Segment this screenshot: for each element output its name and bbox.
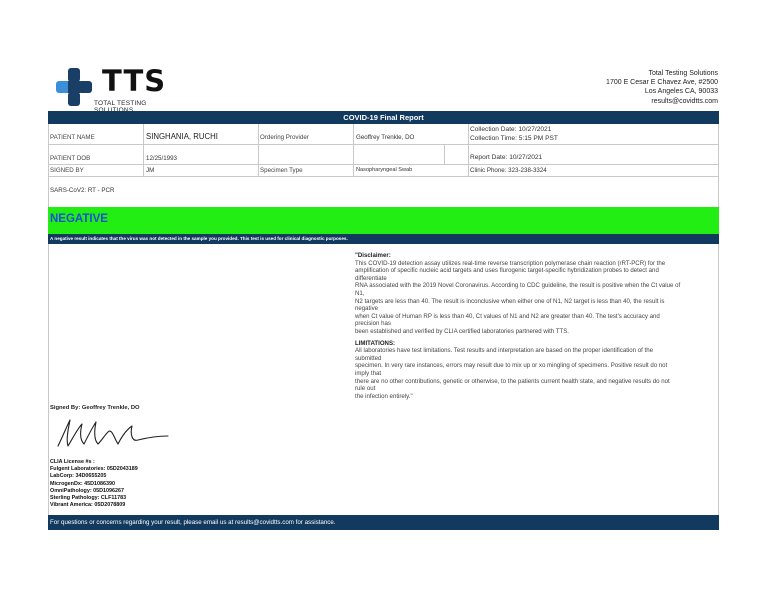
result-value: NEGATIVE [50, 213, 108, 225]
clia-entry: OmniPathology: 05D1096267 [50, 487, 125, 494]
result-note: A negative result indicates that the virus was not detected in the sample you provided. This test is used for clinical diagnostic purposes. [48, 234, 719, 244]
signed-by-full: Signed By: Geoffrey Trenkle, DO [50, 405, 140, 411]
disclaimer-line: been established and verified by CLIA certified laboratories partnered with TTS. [355, 327, 569, 335]
disclaimer-line: amplification of specific nucleic acid targets and uses flurogenic target-specific hybridization probes to detect and [355, 267, 659, 275]
grid-divider [258, 124, 259, 176]
clia-entry: Sterling Pathology: CLF11783 [50, 495, 127, 502]
lab-email: results@covidtts.com [651, 97, 718, 105]
grid-divider [48, 176, 719, 177]
clia-entry: Fulgent Laboratories: 05D2043189 [50, 466, 138, 473]
grid-divider [444, 144, 445, 164]
signed-by-initials: JM [146, 167, 155, 174]
collection-time: Collection Time: 5:15 PM PST [470, 135, 558, 142]
clia-entry: Vibrant America: 05D2078809 [50, 502, 126, 509]
signed-by-label: SIGNED BY [50, 167, 84, 174]
patient-name: SINGHANIA, RUCHI [146, 132, 218, 141]
patient-dob: 12/25/1993 [146, 155, 177, 162]
grid-divider [353, 124, 354, 176]
lab-name: Total Testing Solutions [648, 70, 718, 77]
grid-divider [468, 124, 469, 176]
result-banner [48, 207, 719, 234]
limitations-line: the infection entirely." [355, 392, 413, 400]
tts-logo [56, 66, 182, 110]
clia-licenses [50, 459, 138, 509]
disclaimer-line: This COVID-19 detection assay utilizes real-time reverse transcription polymerase chain reaction (rRT-PCR) for the [355, 259, 666, 267]
report-date: Report Date: 10/27/2021 [470, 154, 543, 161]
patient-name-label: PATIENT NAME [50, 134, 95, 141]
patient-dob-label: PATIENT DOB [50, 155, 91, 162]
collection-date: Collection Date: 10/27/2021 [470, 126, 552, 133]
signature-image [52, 414, 172, 454]
plus-logo-icon [56, 68, 96, 108]
clia-heading: CLIA License #s : [50, 459, 95, 465]
limitations-line: imply that [355, 369, 382, 377]
disclaimer-line: precision has [355, 320, 391, 328]
report-title: COVID-19 Final Report [48, 111, 719, 124]
logo-wordmark: TTS [102, 64, 167, 98]
specimen-type-label: Specimen Type [260, 167, 303, 174]
grid-divider [143, 124, 144, 176]
clinic-phone: Clinic Phone: 323-238-3324 [470, 167, 547, 174]
clia-entry: LabCorp: 34D0655205 [50, 473, 107, 480]
lab-address [606, 69, 718, 106]
disclaimer-line: negative [355, 305, 379, 313]
grid-divider [48, 144, 719, 145]
clia-entry: MicrogenDx: 45D1086390 [50, 480, 116, 487]
limitations-heading: LIMITATIONS: [355, 339, 396, 347]
limitations-line: specimen. In very rare instances, errors may result due to mix up or xo mingling of specimens. Positive result do not [355, 362, 668, 370]
specimen-type: Nasopharyngeal Swab [356, 167, 413, 173]
disclaimer-line: N2 targets are less than 40. The result is inconclusive when either one of N1, N2 target is less than 40, the result is [355, 297, 665, 305]
disclaimer-block [355, 252, 705, 400]
ordering-provider: Geoffrey Trenkle, DO [356, 134, 415, 141]
grid-divider [48, 164, 719, 165]
test-name: SARS-CoV2: RT - PCR [50, 187, 115, 194]
limitations-line: submitted [355, 354, 382, 362]
logo-subtitle: TOTAL TESTING [94, 100, 147, 107]
disclaimer-line: N1, [355, 289, 365, 297]
limitations-line: rule out [355, 385, 376, 393]
lab-street: 1700 E Cesar E Chavez Ave, #2500 [606, 79, 718, 87]
ordering-provider-label: Ordering Provider [260, 134, 309, 141]
lab-city: Los Angeles CA, 90033 [644, 88, 718, 96]
footer-contact: For questions or concerns regarding your result, please email us at results@covidtts.com for assistance. [48, 515, 719, 530]
disclaimer-line: RNA associated with the 2019 Novel Coronavirus. According to CDC guideline, the result is positive when the Ct value of [355, 282, 681, 290]
limitations-line: there are no other contributions, genetic or otherwise, to the patients current health state, and negative results do not [355, 377, 670, 385]
disclaimer-heading: "Disclaimer: [355, 252, 391, 259]
limitations-line: All laboratories have test limitations. Test results and interpretation are based on the proper identification of the [355, 347, 653, 355]
disclaimer-line: when Ct value of Human RP is less than 40, Ct values of N1 and N2 are greater than 40. The test's accuracy and [355, 312, 660, 320]
disclaimer-line: differentiate [355, 274, 387, 282]
